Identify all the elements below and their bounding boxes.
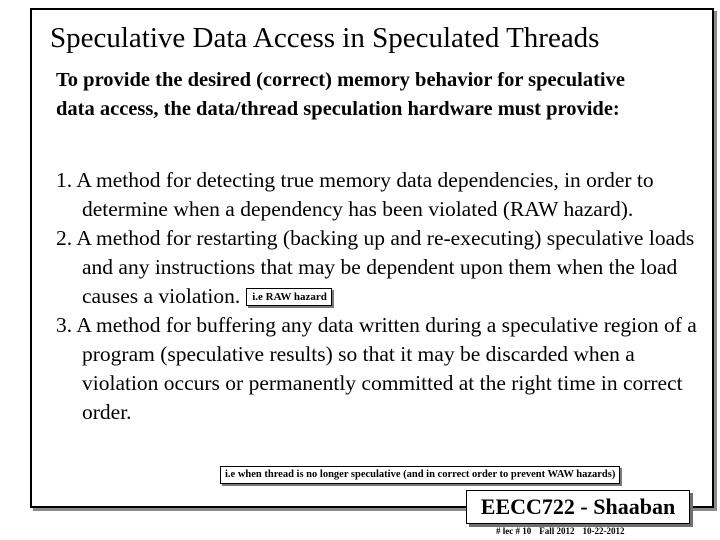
intro-text: To provide the desired (correct) memory behavior for speculative data access, the data/thread speculation hardware must provide: — [56, 69, 625, 120]
list-item — [56, 311, 706, 427]
course-badge: EECC722 - Shaaban — [466, 490, 690, 524]
raw-hazard-note: i.e RAW hazard — [246, 288, 332, 306]
requirements-list — [56, 166, 706, 427]
slide-footer — [496, 526, 633, 537]
term-label: Fall 2012 — [539, 526, 575, 536]
list-item-text: 2. A method for restarting (backing up and re-executing) speculative loads and any instructions that may be dependent upon them when the load causes a violation. — [56, 226, 695, 308]
list-item-text: 1. A method for detecting true memory data dependencies, in order to determine when a dependency has been violated (RAW hazard). — [56, 168, 654, 221]
waw-hazard-note: i.e when thread is no longer speculative (and in correct order to prevent WAW hazards) — [220, 466, 620, 484]
date-label: 10-22-2012 — [582, 526, 625, 536]
list-item — [56, 166, 706, 224]
lecture-number: # lec # 10 — [496, 526, 532, 536]
list-item — [56, 224, 706, 311]
list-item-text: 3. A method for buffering any data written during a speculative region of a program (speculative results) so that it may be discarded when a violation occurs or permanently committed at the right time in correct order. — [56, 313, 697, 424]
slide-title: Speculative Data Access in Speculated Threads — [50, 22, 600, 54]
